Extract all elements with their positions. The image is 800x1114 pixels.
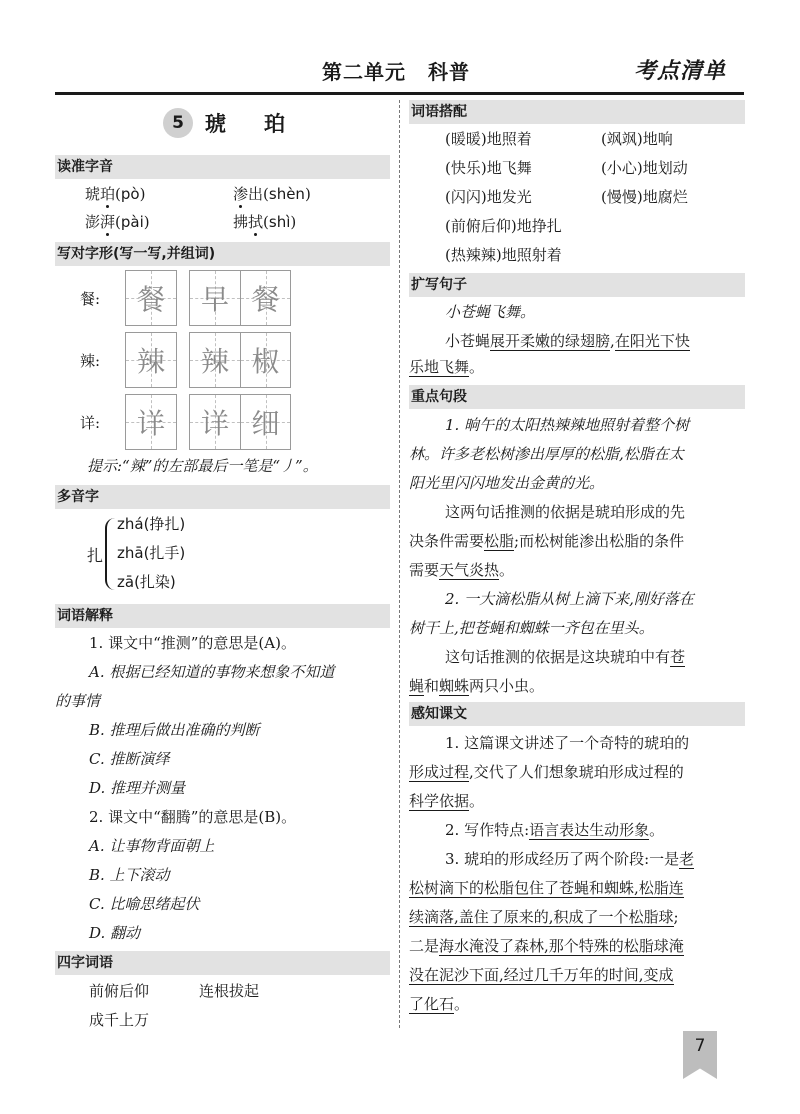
option: 的事情 — [55, 692, 101, 710]
practice-cell: 详 — [126, 395, 176, 449]
polyphone-char: 扎 — [87, 546, 104, 565]
question: 2. 课文中“翻腾”的意思是(B)。 — [89, 808, 297, 826]
four-char-word: 连根拔起 — [199, 982, 260, 1000]
lesson-name: 琥珀 — [205, 111, 323, 136]
key-text: 林。许多老松树渗出厚厚的松脂,松脂在太 — [409, 445, 684, 463]
writing-row — [55, 394, 303, 450]
expanded-sentence: 乐地飞舞。 — [409, 358, 485, 376]
reading-item: 澎湃(pài) — [85, 213, 150, 231]
option: A. 根据已经知道的事物来想象不知道 — [89, 663, 335, 681]
writing-label: 详: — [79, 413, 101, 432]
topic-label: 科普 — [428, 60, 470, 84]
running-title — [322, 56, 470, 85]
writing-label: 辣: — [79, 351, 101, 370]
section-heading-key-para: 重点句段 — [409, 385, 745, 409]
practice-cell: 早 — [190, 271, 240, 325]
perceive-text: 1. 这篇课文讲述了一个奇特的琥珀的 — [445, 734, 690, 752]
column-divider — [399, 100, 400, 1028]
perceive-text: 续滴落,盖住了原来的,积成了一个松脂球; — [409, 908, 679, 926]
collocation-item: (快乐)地飞舞 — [445, 159, 532, 177]
collocation-item: (热辣辣)地照射着 — [445, 246, 562, 264]
practice-cell: 辣 — [126, 333, 176, 387]
collocation-item: (闪闪)地发光 — [445, 188, 532, 206]
perceive-text: 科学依据。 — [409, 792, 485, 810]
section-badge: 考点清单 — [634, 59, 727, 84]
option: C. 推断演绎 — [89, 750, 170, 768]
reading-item: 拂拭(shì) — [233, 213, 297, 231]
key-note: 这两句话推测的依据是琥珀形成的先 — [445, 503, 686, 521]
writing-tip: 提示:“辣”的左部最后一笔是“丿”。 — [87, 457, 318, 475]
key-text: 阳光里闪闪地发出金黄的光。 — [409, 474, 605, 492]
section-heading-polyphone: 多音字 — [55, 485, 390, 509]
perceive-text: 3. 琥珀的形成经历了两个阶段:一是老 — [445, 850, 695, 868]
reading-item: 渗出(shèn) — [233, 185, 311, 203]
practice-cell: 椒 — [240, 333, 290, 387]
expanded-sentence: 小苍蝇展开柔嫩的绿翅膀,在阳光下快 — [445, 332, 690, 350]
four-char-word: 成千上万 — [89, 1011, 150, 1029]
practice-cell: 详 — [190, 395, 240, 449]
option: B. 上下滚动 — [89, 866, 170, 884]
reading-item: 琥珀(pò) — [85, 185, 146, 203]
perceive-text: 二是海水淹没了森林,那个特殊的松脂球淹 — [409, 937, 684, 955]
section-heading-collocation: 词语搭配 — [409, 100, 745, 124]
perceive-text: 没在泥沙下面,经过几千万年的时间,变成 — [409, 966, 674, 984]
collocation-item: (飒飒)地响 — [601, 130, 673, 148]
perceive-text: 了化石。 — [409, 995, 470, 1013]
question: 1. 课文中“推测”的意思是(A)。 — [89, 634, 296, 652]
lesson-title — [163, 108, 323, 138]
collocation-item: (前俯后仰)地挣扎 — [445, 217, 562, 235]
polyphone-item: zā(扎染) — [117, 573, 176, 591]
collocation-item: (暖暖)地照着 — [445, 130, 532, 148]
section-heading-expand: 扩写句子 — [409, 273, 745, 297]
practice-cell: 餐 — [240, 271, 290, 325]
perceive-text: 2. 写作特点:语言表达生动形象。 — [445, 821, 665, 839]
option: A. 让事物背面朝上 — [89, 837, 215, 855]
writing-row — [55, 332, 303, 388]
perceive-text: 形成过程,交代了人们想象琥珀形成过程的 — [409, 763, 684, 781]
page-number: 7 — [694, 1036, 706, 1056]
section-heading-perceive: 感知课文 — [409, 702, 745, 726]
key-note: 需要天气炎热。 — [409, 561, 515, 579]
polyphone-item: zhá(挣扎) — [117, 515, 186, 533]
option: D. 推理并测量 — [89, 779, 186, 797]
section-heading-reading: 读准字音 — [55, 155, 390, 179]
key-text: 树干上,把苍蝇和蜘蛛一齐包在里头。 — [409, 619, 654, 637]
writing-row — [55, 270, 303, 326]
key-note: 这句话推测的依据是这块琥珀中有苍 — [445, 648, 686, 666]
base-sentence: 小苍蝇飞舞。 — [445, 303, 536, 321]
key-text: 2. 一大滴松脂从树上滴下来,刚好落在 — [445, 590, 694, 608]
option: C. 比喻思绪起伏 — [89, 895, 200, 913]
option: B. 推理后做出准确的判断 — [89, 721, 260, 739]
unit-label: 第二单元 — [322, 60, 406, 84]
collocation-item: (慢慢)地腐烂 — [601, 188, 688, 206]
practice-cell: 细 — [240, 395, 290, 449]
option: D. 翻动 — [89, 924, 141, 942]
four-char-word: 前俯后仰 — [89, 982, 150, 1000]
section-heading-four-char: 四字词语 — [55, 951, 390, 975]
collocation-item: (小心)地划动 — [601, 159, 688, 177]
key-note: 决条件需要松脂;而松树能渗出松脂的条件 — [409, 532, 685, 550]
perceive-text: 松树滴下的松脂包住了苍蝇和蜘蛛,松脂连 — [409, 879, 684, 897]
key-note: 蝇和蜘蛛两只小虫。 — [409, 677, 545, 695]
key-text: 1. 晌午的太阳热辣辣地照射着整个树 — [445, 416, 690, 434]
section-heading-explain: 词语解释 — [55, 604, 390, 628]
practice-cell: 餐 — [126, 271, 176, 325]
practice-cell: 辣 — [190, 333, 240, 387]
header-rule — [55, 92, 744, 95]
lesson-number: 5 — [163, 108, 193, 138]
writing-label: 餐: — [79, 289, 101, 308]
section-heading-writing: 写对字形(写一写,并组词) — [55, 242, 390, 266]
brace-icon — [105, 518, 117, 590]
polyphone-item: zhā(扎手) — [117, 544, 186, 562]
